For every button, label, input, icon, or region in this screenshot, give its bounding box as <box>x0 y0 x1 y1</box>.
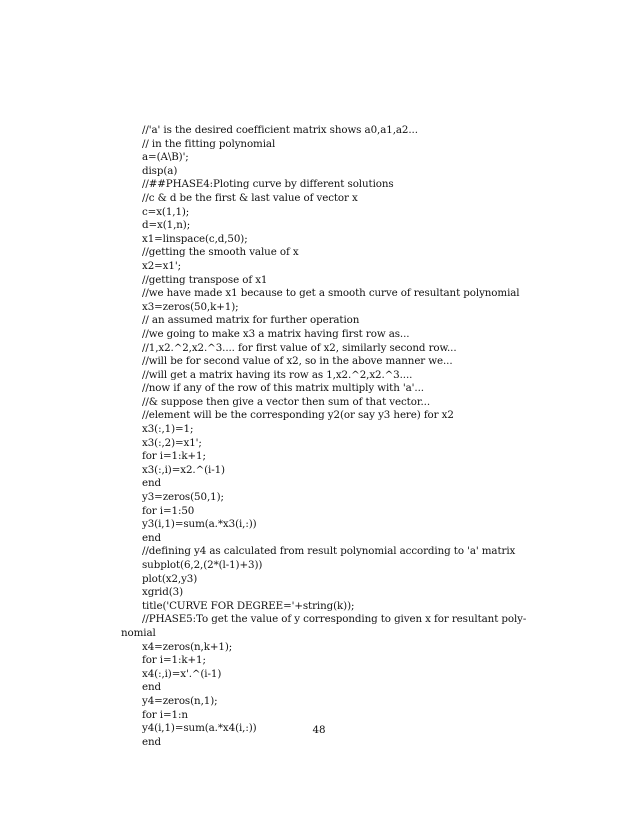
code-line: xgrid(3) <box>142 586 183 599</box>
code-line: x3=zeros(50,k+1); <box>142 300 239 313</box>
code-line: c=x(1,1); <box>142 205 190 218</box>
code-line: // an assumed matrix for further operation <box>142 314 360 327</box>
code-line: end <box>142 531 162 544</box>
code-line: y4=zeros(n,1); <box>142 694 218 707</box>
code-line: //'a' is the desired coefficient matrix shows a0,a1,a2... <box>142 124 418 136</box>
code-listing <box>121 124 527 749</box>
code-line: //##PHASE4:Ploting curve by different solutions <box>142 178 394 191</box>
code-line: y3=zeros(50,1); <box>142 491 224 504</box>
code-line: //will get a matrix having its row as 1,x2.^2,x2.^3.... <box>142 368 413 381</box>
code-line: //we have made x1 because to get a smooth curve of resultant polynomial <box>142 287 520 300</box>
code-line: subplot(6,2,(2*(l-1)+3)) <box>142 559 263 571</box>
code-line: x1=linspace(c,d,50); <box>142 232 248 245</box>
code-line: // in the fitting polynomial <box>142 137 276 150</box>
code-line: //defining y4 as calculated from result polynomial according to 'a' matrix <box>142 545 516 558</box>
code-line: //& suppose then give a vector then sum of that vector... <box>142 395 431 408</box>
code-line: //1,x2.^2,x2.^3.... for first value of x2, similarly second row... <box>142 341 457 354</box>
code-line: for i=1:n <box>142 708 188 721</box>
code-line: y4(i,1)=sum(a.*x4(i,:)) <box>142 722 257 735</box>
code-line: //PHASE5:To get the value of y corresponding to given x for resultant poly- <box>142 613 527 626</box>
code-line: //element will be the corresponding y2(or say y3 here) for x2 <box>142 409 454 422</box>
code-line: x4(:,i)=x'.^(i-1) <box>142 667 222 680</box>
code-line: y3(i,1)=sum(a.*x3(i,:)) <box>142 518 257 531</box>
code-line: end <box>142 477 162 490</box>
code-line: d=x(1,n); <box>142 219 191 232</box>
code-line: for i=1:k+1; <box>142 450 206 463</box>
code-line: //now if any of the row of this matrix multiply with 'a'... <box>142 382 424 395</box>
code-line: //we going to make x3 a matrix having first row as... <box>142 327 410 340</box>
code-line: for i=1:k+1; <box>142 654 206 667</box>
code-line: //getting transpose of x1 <box>142 273 268 286</box>
code-line: x2=x1'; <box>142 259 181 272</box>
page-number: 48 <box>312 724 326 736</box>
code-line: for i=1:50 <box>142 504 195 517</box>
code-line: end <box>142 681 162 694</box>
code-line: //c & d be the first & last value of vector x <box>142 191 358 204</box>
code-line: a=(A\B)'; <box>142 151 189 164</box>
code-line: disp(a) <box>142 164 178 177</box>
code-line: //will be for second value of x2, so in the above manner we... <box>142 355 453 368</box>
code-line: end <box>142 735 162 748</box>
code-line: //getting the smooth value of x <box>142 246 299 259</box>
code-line: x3(:,2)=x1'; <box>142 436 202 449</box>
code-line: title('CURVE FOR DEGREE='+string(k)); <box>142 599 355 612</box>
code-line: x4=zeros(n,k+1); <box>142 640 233 653</box>
code-line: x3(:,1)=1; <box>142 423 194 436</box>
code-line: nomial <box>121 626 156 639</box>
code-line: plot(x2,y3) <box>142 572 198 585</box>
code-line: x3(:,i)=x2.^(i-1) <box>142 463 225 476</box>
